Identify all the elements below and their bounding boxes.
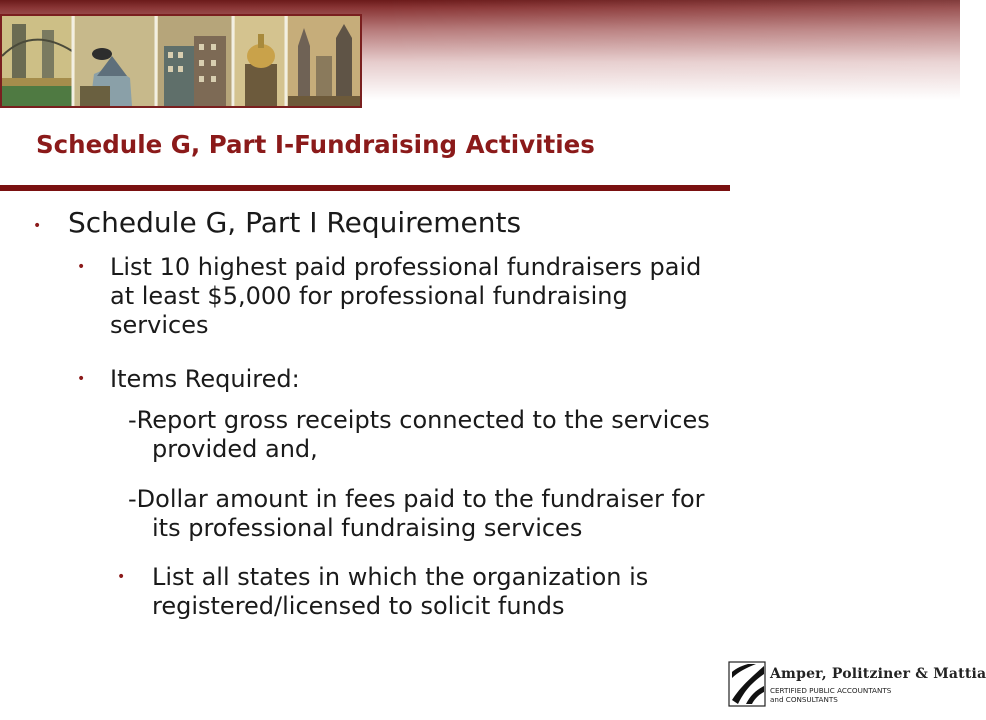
header-cityscape-painting <box>0 14 362 108</box>
slide-title: Schedule G, Part I-Fundraising Activities <box>36 130 595 159</box>
bullet-dot-icon: • <box>77 259 86 275</box>
firm-subtitle-line: and CONSULTANTS <box>770 694 838 704</box>
text-line: List all states in which the organization is <box>152 563 649 591</box>
main-bullet-text: Schedule G, Part I Requirements <box>68 206 522 239</box>
firm-logo-mark-icon <box>728 660 768 708</box>
bullet-dot-icon: • <box>117 569 126 585</box>
text-line: registered/licensed to solicit funds <box>152 592 565 620</box>
text-line: provided and, <box>152 435 318 463</box>
firm-subtitle <box>770 687 891 704</box>
text-line: -Dollar amount in fees paid to the fundraiser for <box>128 485 705 513</box>
sub-bullet-fundraisers <box>110 253 701 340</box>
text-line: at least $5,000 for professional fundraising <box>110 282 628 310</box>
text-line: services <box>110 311 209 339</box>
cityscape-painting-icon <box>2 16 360 106</box>
title-underline-rule <box>0 185 730 191</box>
item-gross-receipts <box>128 406 710 464</box>
text-line: its professional fundraising services <box>152 514 583 542</box>
item-dollar-amount <box>128 485 705 543</box>
bullet-dot-icon: • <box>33 218 42 234</box>
bullet-dot-icon: • <box>77 371 86 387</box>
text-line: List 10 highest paid professional fundraisers paid <box>110 253 702 281</box>
firm-logo <box>728 660 986 716</box>
text-line: -Report gross receipts connected to the services <box>128 406 710 434</box>
sub-bullet-states <box>152 563 648 621</box>
firm-name: Amper, Politziner & Mattia <box>770 666 986 682</box>
firm-subtitle-line: CERTIFIED PUBLIC ACCOUNTANTS <box>770 686 892 695</box>
sub-bullet-items-required: Items Required: <box>110 365 300 393</box>
